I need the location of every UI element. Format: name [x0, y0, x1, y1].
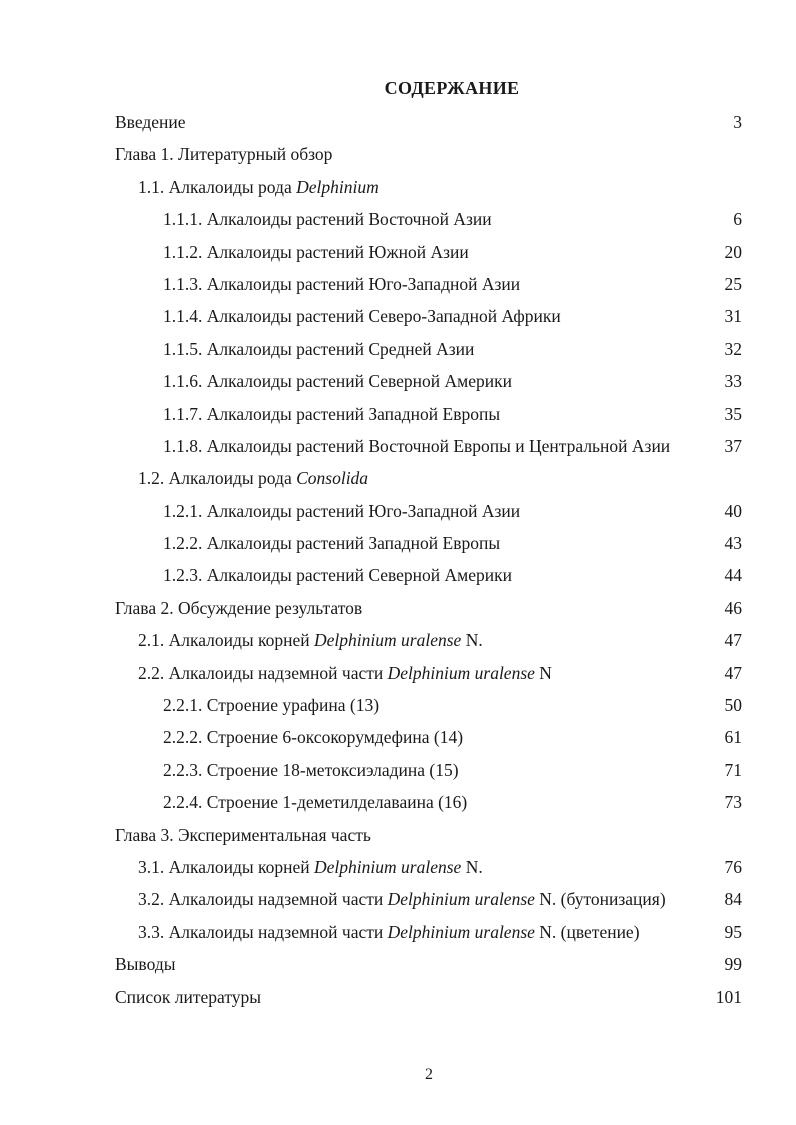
toc-entry-taxon: Delphinium uralense [387, 662, 535, 683]
toc-entry-title [163, 337, 474, 361]
toc-entry-page: 47 [724, 630, 742, 651]
toc-entry [0, 272, 796, 304]
toc-entry [0, 304, 796, 336]
toc-entry-page: 25 [724, 273, 742, 294]
toc-entry-text: 3.1. Алкалоиды корней [138, 856, 315, 877]
toc-entry-title [163, 434, 670, 458]
toc-entry-text: 1.1. Алкалоиды рода [138, 176, 297, 197]
toc-entry-title [163, 304, 561, 328]
toc-entry-title [163, 693, 379, 717]
toc-entry-title [163, 240, 469, 264]
toc-entry-taxon: Delphinium uralense [387, 889, 535, 910]
toc-entry-page: 35 [724, 403, 742, 424]
toc-entry [0, 563, 796, 595]
toc-entry-text: Глава 3. Экспериментальная часть [115, 824, 371, 845]
toc-entry-text: 2.2. Алкалоиды надземной части [138, 662, 388, 683]
toc-entry-text: Глава 1. Литературный обзор [115, 144, 333, 165]
toc-entry [0, 499, 796, 531]
toc-entry-text: 2.2.4. Строение 1-деметилделаваина (16) [163, 792, 468, 813]
toc-entry [0, 952, 796, 984]
toc-entry-page: 3 [733, 112, 742, 132]
toc-entry-text: 2.2.3. Строение 18-метоксиэладина (15) [163, 759, 459, 780]
toc-entry [0, 369, 796, 401]
toc-entry-title [115, 142, 332, 166]
toc-entry-suffix: N. (бутонизация) [534, 889, 666, 910]
toc-entry-suffix: N. [461, 630, 483, 651]
toc-entry-text: Выводы [115, 954, 176, 975]
toc-entry-taxon: Consolida [296, 468, 369, 489]
toc-entry [0, 531, 796, 563]
toc-entry-title [138, 175, 379, 199]
toc-entry-text: 3.3. Алкалоиды надземной части [138, 921, 388, 942]
toc-entry-title [163, 790, 467, 814]
toc-entry-page: 43 [724, 533, 742, 554]
toc-entry [0, 240, 796, 272]
toc-entry-text: Глава 2. Обсуждение результатов [115, 597, 363, 618]
toc-entry [0, 466, 796, 498]
toc-entry-text: 1.1.1. Алкалоиды растений Восточной Азии [163, 209, 492, 230]
toc-entry-title [115, 596, 362, 620]
toc-entry-text: 1.2.1. Алкалоиды растений Юго-Западной Азии [163, 500, 521, 521]
toc-entry [0, 207, 796, 239]
page-number: 2 [425, 1066, 433, 1083]
toc-entry-title [115, 110, 186, 134]
toc-entry-title [115, 823, 371, 847]
toc-entry-text: 1.2.3. Алкалоиды растений Северной Америки [163, 565, 512, 586]
toc-entry [0, 790, 796, 822]
toc-entry [0, 725, 796, 757]
toc-entry-taxon: Delphinium [296, 176, 379, 197]
toc-entry-title [115, 985, 261, 1009]
toc-entry-title [163, 369, 512, 393]
toc-entry-page: 32 [724, 338, 742, 359]
toc-entry-taxon: Delphinium uralense [314, 630, 462, 651]
toc-entry [0, 110, 796, 142]
toc-entry-text: Введение [115, 112, 186, 132]
toc-entry-text: 1.1.5. Алкалоиды растений Средней Азии [163, 338, 475, 359]
toc-entry [0, 693, 796, 725]
toc-entry-page: 61 [724, 727, 742, 748]
toc-entry [0, 758, 796, 790]
toc-entry-text: 1.2. Алкалоиды рода [138, 468, 297, 489]
toc-entry-title [138, 661, 552, 685]
toc-entry-taxon: Delphinium uralense [387, 921, 535, 942]
toc-entry-text: 1.2.2. Алкалоиды растений Западной Европы [163, 533, 501, 554]
toc-entry [0, 985, 796, 1017]
toc-entry-text: 2.2.2. Строение 6-оксокорумдефина (14) [163, 727, 464, 748]
toc-entry-text: 1.1.7. Алкалоиды растений Западной Европы [163, 403, 501, 424]
toc-entry-title [138, 887, 666, 911]
toc-entry [0, 855, 796, 887]
toc-entry-page: 46 [724, 597, 742, 618]
toc-entry-text: 1.1.6. Алкалоиды растений Северной Америки [163, 371, 512, 392]
table-of-contents [0, 110, 796, 1017]
toc-entry-text: 1.1.8. Алкалоиды растений Восточной Европы и Центральной Азии [163, 435, 671, 456]
toc-entry-text: 1.1.3. Алкалоиды растений Юго-Западной Азии [163, 273, 521, 294]
toc-entry-page: 99 [724, 954, 742, 975]
toc-entry-title [163, 725, 463, 749]
toc-entry [0, 823, 796, 855]
toc-entry [0, 920, 796, 952]
toc-entry-title [115, 952, 175, 976]
toc-entry-title [163, 207, 492, 231]
toc-entry-page: 101 [715, 986, 742, 1007]
toc-entry [0, 337, 796, 369]
toc-entry-page: 37 [724, 435, 742, 456]
toc-entry-text: 3.2. Алкалоиды надземной части [138, 889, 388, 910]
toc-entry-page: 84 [724, 889, 742, 910]
toc-entry-page: 73 [724, 792, 742, 813]
page-title: СОДЕРЖАНИЕ [384, 78, 520, 98]
toc-entry-page: 71 [724, 759, 742, 780]
toc-entry [0, 142, 796, 174]
toc-entry-title [163, 531, 500, 555]
toc-entry [0, 887, 796, 919]
toc-entry-page: 20 [724, 241, 742, 262]
toc-entry [0, 175, 796, 207]
toc-entry-text: 1.1.4. Алкалоиды растений Северо-Западной Африки [163, 306, 561, 327]
toc-entry-page: 31 [724, 306, 742, 327]
toc-entry [0, 434, 796, 466]
toc-entry-page: 50 [724, 695, 742, 716]
toc-entry-suffix: N. (цветение) [534, 921, 640, 942]
toc-entry [0, 628, 796, 660]
toc-entry-title [163, 563, 512, 587]
toc-entry-title [138, 920, 640, 944]
toc-entry-title [138, 466, 368, 490]
toc-entry [0, 402, 796, 434]
toc-entry-title [163, 499, 520, 523]
toc-entry-page: 95 [724, 921, 742, 942]
toc-entry-page: 40 [724, 500, 742, 521]
toc-entry-suffix: N [534, 662, 552, 683]
toc-entry-text: Список литературы [115, 986, 262, 1007]
toc-entry [0, 596, 796, 628]
toc-entry-text: 2.2.1. Строение урафина (13) [163, 695, 380, 716]
toc-entry-title [138, 628, 483, 652]
toc-entry-title [163, 272, 520, 296]
toc-entry-text: 2.1. Алкалоиды корней [138, 630, 315, 651]
toc-entry-title [138, 855, 483, 879]
toc-entry-page: 76 [724, 856, 742, 877]
toc-entry-suffix: N. [461, 856, 483, 877]
toc-entry-page: 47 [724, 662, 742, 683]
toc-entry-title [163, 758, 459, 782]
toc-entry-text: 1.1.2. Алкалоиды растений Южной Азии [163, 241, 469, 262]
toc-entry-page: 6 [733, 209, 742, 230]
toc-entry-title [163, 402, 500, 426]
toc-entry [0, 661, 796, 693]
toc-entry-page: 44 [724, 565, 742, 586]
toc-entry-taxon: Delphinium uralense [314, 856, 462, 877]
toc-entry-page: 33 [724, 371, 742, 392]
